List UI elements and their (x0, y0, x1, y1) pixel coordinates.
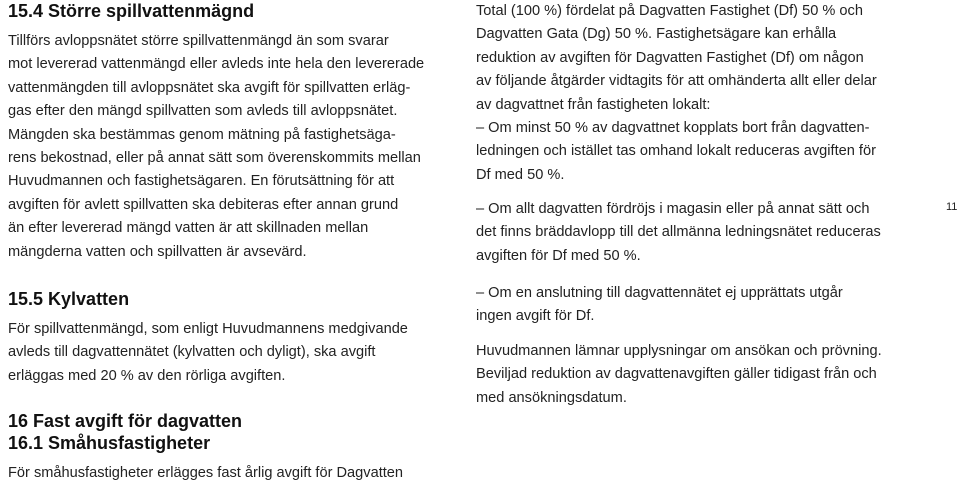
text-line: Huvudmannen lämnar upplysningar om ansökan och prövning. (476, 343, 882, 359)
text-line: Dagvatten Gata (Dg) 50 %. Fastighetsägare kan erhålla (476, 26, 837, 43)
heading-15-5: 15.5 Kylvatten (8, 289, 130, 309)
text-line: än efter levererad mängd vatten är att skillnaden mellan (8, 220, 369, 237)
heading-16: 16 Fast avgift för dagvatten (8, 411, 243, 431)
text-line: mängderna vatten och spillvatten är avsevärd. (8, 243, 307, 260)
paragraph-16-1 (8, 462, 403, 485)
text-line: Beviljad reduktion av dagvattenavgiften gäller tidigast från och (476, 366, 877, 383)
text-line: mot levererad vattenmängd eller avleds inte hela den levererade (8, 56, 425, 73)
text-line: ingen avgift för Df. (476, 308, 595, 325)
text-line: det finns bräddavlopp till det allmänna ledningsnätet reduceras (476, 224, 881, 241)
text-line: ledningen och istället tas omhand lokalt reduceras avgiften för (476, 143, 876, 160)
text-line: Df med 50 %. (476, 166, 565, 183)
paragraph-15-4 (8, 30, 424, 264)
heading-15-4: 15.4 Större spillvattenmägnd (8, 1, 255, 21)
text-line: Total (100 %) fördelat på Dagvatten Fastighet (Df) 50 % och (476, 3, 863, 19)
text-line: Huvudmannen och fastighetsägaren. En förutsättning för att (8, 173, 395, 190)
bullet-line: – Om minst 50 % av dagvattnet kopplats bort från dagvatten- (476, 120, 870, 137)
paragraph-huvudmannen (476, 340, 882, 410)
paragraph-dagvatten-reduction (476, 0, 877, 187)
text-line: av följande åtgärder vidtagits för att omhänderta allt eller delar (476, 73, 877, 90)
text-line: erläggas med 20 % av den rörliga avgiften. (8, 367, 286, 384)
text-line: gas efter den mängd spillvatten som avleds till avloppsnätet. (8, 103, 398, 120)
text-line: För småhusfastigheter erlägges fast årlig avgift för Dagvatten (8, 465, 404, 481)
text-line: Tillförs avloppsnätet större spillvattenmängd än som svarar (8, 33, 389, 49)
text-line: avgiften för Df med 50 %. (476, 247, 641, 264)
text-line: rens bekostnad, eller på annat sätt som överenskommits mellan (8, 150, 421, 167)
text-line: reduktion av avgiften för Dagvatten Fastighet (Df) om någon (476, 49, 864, 66)
bullet-line: – Om allt dagvatten fördröjs i magasin eller på annat sätt och (476, 201, 870, 217)
text-line: avgiften för avlett spillvatten ska debiteras efter annan grund (8, 196, 399, 213)
paragraph-15-5 (8, 318, 408, 388)
text-line: avleds till dagvattennätet (kylvatten och dyligt), ska avgift (8, 344, 376, 361)
heading-16-1: 16.1 Småhusfastigheter (8, 433, 211, 453)
bullet-line: – Om en anslutning till dagvattennätet ej upprättats utgår (476, 285, 843, 301)
bullet-anslutning (476, 282, 843, 329)
text-line: Mängden ska bestämmas genom mätning på fastighetsäga- (8, 126, 396, 143)
text-line: vattenmängden till avloppsnätet ska avgift för spillvatten erläg- (8, 79, 411, 96)
page-number: 11 (946, 201, 958, 213)
bullet-magasin (476, 198, 881, 268)
text-line: För spillvattenmängd, som enligt Huvudmannens medgivande (8, 321, 408, 337)
text-line: med ansökningsdatum. (476, 389, 627, 406)
text-line: av dagvattnet från fastigheten lokalt: (476, 96, 711, 113)
